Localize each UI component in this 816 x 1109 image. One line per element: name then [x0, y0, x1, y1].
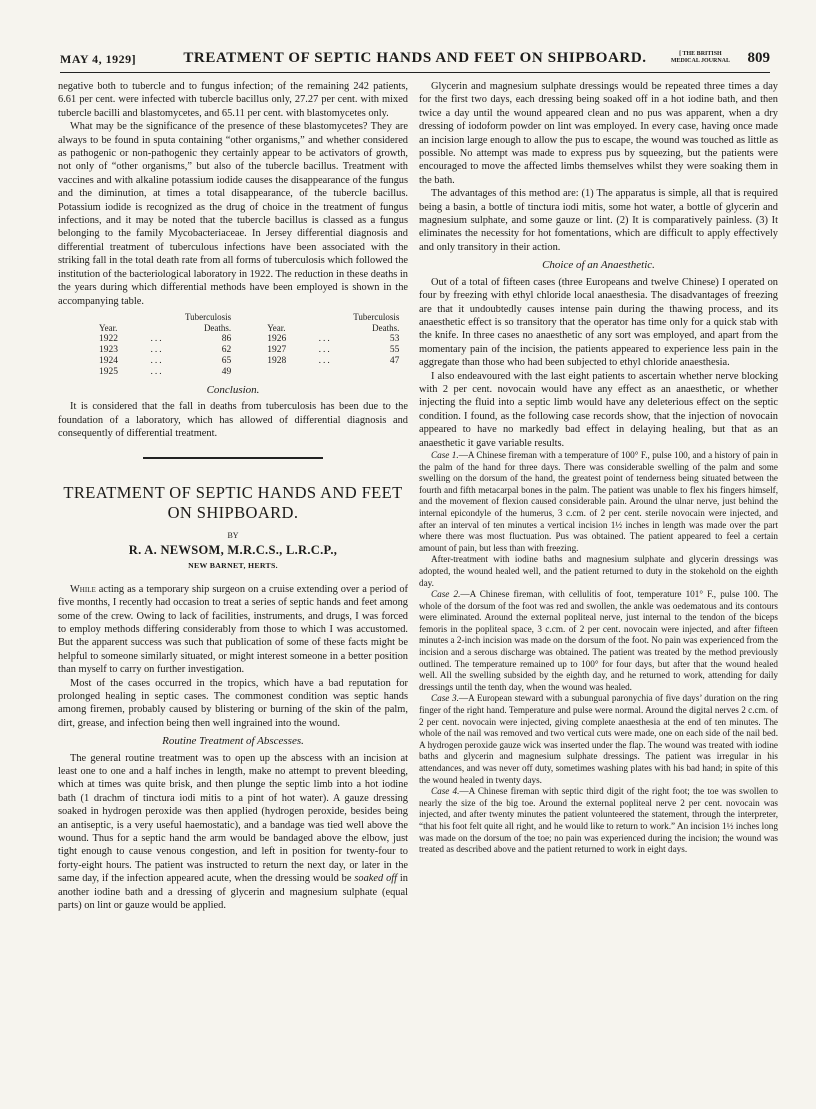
- paragraph: Most of the cases occurred in the tropics, which have a bad reputation for prolonged healing in septic cases. The commonest condition was septic hands among firemen, probably caused by blistering or burning of the skin of the palm, dirt, grease, and infection being then well ingrained into the wound.: [58, 677, 408, 729]
- table-col-year: Year.: [267, 322, 286, 333]
- section-heading-routine: Routine Treatment of Abscesses.: [162, 735, 304, 748]
- table-group-header: Tuberculosis: [185, 311, 232, 322]
- table-row: 1923 ... 62 1927 ... 55: [99, 344, 400, 355]
- right-column: [419, 80, 778, 856]
- table-col-deaths: Deaths.: [203, 322, 232, 333]
- author-name: R. A. NEWSOM, M.R.C.S., L.R.C.P.,: [128, 542, 338, 557]
- journal-name: [671, 51, 730, 65]
- case-record: After-treatment with iodine baths and magnesium sulphate and glycerin dressings was adopted, the wound healed well, and the patient returned to duty in the stokehold on the eighth day.: [419, 554, 778, 588]
- table-row: 1924 ... 65 1928 ... 47: [99, 355, 400, 366]
- table-col-year: Year.: [99, 322, 118, 333]
- paragraph: What may be the significance of the presence of these blastomycetes? They are always to be found in sputa containing “other organisms,” and whether considered as pathogenic or non-pathogenic they certainly appear to be activators of growth, not only of “other organisms,” but also of the tubercle bacillus. Treatment with vaccines and with alkaline potassium iodide causes the disappearance of the fungus and the diminution, at times a total disappearance, of the tubercle bacillus. Potassium iodide is recognized as the drug of choice in the treatment of fungus infections, and it may be noted that the tubercle bacillus is classed as a fungus belonging to the family Mycobacteriaceae. In Jersey differential diagnosis and differential treatment of tuberculous infections have been associated with the striking fall in the total death rate from all forms of tuberculosis which followed the institution of the bacteriological laboratory in 1922. The reduction in these deaths in the years during which differential methods have been employed is shown in the accompanying table.: [58, 121, 408, 307]
- paragraph: The general routine treatment was to open up the abscess with an incision at least one to one and a half inches in length, make no attempt to prevent bleeding, which at times was quite brisk, and then plunge the septic limb into a hot iodine bath (1 drachm of tinctura iodi mitis to a pint of hot water). A gauze dressing soaked in hydrogen peroxide was then applied (hydrogen peroxide, besides being an antiseptic, is a very useful haemostatic), and a bandage was tied well above the wound. Thus for a septic hand the arm would be bandaged above the elbow, just tight enough to cause venous congestion, and left in position for twenty-four to forty-eight hours. The patient was instructed to return the next day, or later in the same day, if the infection appeared acute, when the dressing would be soaked off in another iodine bath and a dressing of glycerin and magnesium sulphate (equal parts) on lint or gauze would be applied.: [58, 752, 409, 912]
- journal-name-line2: MEDICAL JOURNAL: [670, 58, 730, 64]
- paragraph: I also endeavoured with the last eight patients to ascertain whether nerve blocking with 2 per cent. novocain would have any effect as an anaesthetic, or whether injecting the fluid into a septic limb would have any deleterious effect on the septic condition. I found, as the following case records show, that the injection of novocain appeared to have no markedly bad effect in delaying healing, but that as an anaesthetic it gave variable results.: [419, 370, 778, 449]
- byline: BY: [227, 530, 239, 540]
- table-row: 1922 ... 86 1926 ... 53: [99, 333, 400, 344]
- paragraph: negative both to tubercle and to fungus infection; of the remaining 242 patients, 6.61 per cent. were infected with tubercle bacillus only, 27.27 per cent. with mixed tubercle bacilli and blastomycetes, and 65.11 per cent. with blastomycetes only.: [58, 81, 408, 119]
- article-divider: [143, 457, 323, 459]
- section-heading-anaesthetic: Choice of an Anaesthetic.: [542, 259, 655, 272]
- table-row: 1925 ... 49: [99, 366, 232, 377]
- author-location: NEW BARNET, HERTS.: [188, 561, 278, 571]
- paragraph: While acting as a temporary ship surgeon on a cruise extending over a period of five months, I recently had occasion to treat a series of septic hands and feet among some of the crew. Owing to lack of facilities, instruments, and drugs, I was forced to employ methods differing considerably from those to which I was accustomed. But the apparent success was such that publication of some of these facts might be helpful to someone similarly situated, or might interest someone in a better position than myself to carry on further investigation.: [58, 583, 408, 676]
- issue-date: MAY 4, 1929]: [60, 52, 137, 66]
- paragraph: The advantages of this method are: (1) The apparatus is simple, all that is required being a basin, a bottle of tinctura iodi mitis, some hot water, a bottle of glycerin and magnesium sulphate, and some gauze or lint. (2) It is comparatively painless. (3) It eliminates the necessity for hot fomentations, which are difficult to apply effectively and only transitory in their action.: [419, 188, 778, 253]
- paragraph: Glycerin and magnesium sulphate dressings would be repeated three times a day for the first two days, each dressing being soaked off in a hot iodine bath, and then twice a day until the wound appeared clean and no pus was apparent, when a dry dressing of iodoform powder on lint was employed. In every case, having once made an incision large enough to allow the pus to escape, the wound was touched as little as possible. No attempt was made to express pus by squeezing, but the patients were encouraged to move the affected limbs themselves whilst they were soaking them in the bath.: [419, 81, 778, 186]
- lead-word: While: [70, 583, 96, 595]
- case-record: Case 4.—A Chinese fireman with septic third digit of the right foot; the toe was swollen to nearly the size of the big toe. Around the external popliteal nerve 2 per cent. novocain was injected, and after twenty minutes the patient volunteered the statement, through the interpreter, “that his foot felt quite all right, and he would like to return to work.” An incision 1½ inches long was made on the dorsum of the toe; no pain was experienced during the incision; the wound was treated as described above and the patient returned to work in eight days.: [419, 786, 778, 855]
- paragraph: Out of a total of fifteen cases (three Europeans and twelve Chinese) I operated on four by freezing with ethyl chloride local anaesthesia. The disadvantages of freezing are that it undoubtedly causes intense pain during the thawing process, and its anaesthetic effect is so transitory that the operator has time only for a quick stab with the knife. In three cases no anaesthetic of any sort was employed, and apart from the momentary pain of the incision, the patients appeared to experience less pain in the aggregate than those who had been subjected to ethyl chloride anaesthesia.: [419, 276, 778, 369]
- page-number: 809: [747, 50, 770, 66]
- case-record: Case 2.—A Chinese fireman, with cellulitis of foot, temperature 101° F., pulse 100. The whole of the dorsum of the foot was red and swollen, the ankle was oedematous and its contours were eliminated. Around the external popliteal nerve, just internal to the tendon of the biceps femoris in the popliteal space, 3 c.cm. of 2 per cent. novocain were injected, and after fifteen minutes a 2-inch incision was made on the dorsum of the foot. No pain was experienced from the incision and a serous discharge was obtained. The patient was treated by the method previously outlined. The temperature remained up to 100° for four days, but after that the wound healed well. All the swelling subsided by the eighth day, and he returned to work, attending for daily dressings until the tenth day, when the wound was healed.: [419, 589, 778, 692]
- paragraph: It is considered that the fall in deaths from tuberculosis has been due to the foundation of a laboratory, which has allowed of differential diagnosis and consequently of differential treatment.: [58, 401, 408, 440]
- case-record: Case 1.—A Chinese fireman with a temperature of 100° F., pulse 100, and a history of pain in the palm of the hand for three days. There was considerable swelling of the palm and some swelling on the dorsum of the hand, the greatest point of tenderness being situated between the fourth and fifth metacarpal bones in the palm. The patient was unable to flex his fingers himself, and the movement of flexion caused considerable pain. Around the ulnar nerve, just behind the internal epicondyle of the humerus, 3 c.cm. of 2 per cent. sterile novocain were injected, and after an interval of ten minutes a vertical incision 1½ inches in length was made over the part where there was most fluctuation. Pus was obtained. The patient appeared to feel a certain amount of pain, but less than with freezing.: [419, 449, 779, 553]
- running-title: TREATMENT OF SEPTIC HANDS AND FEET ON SHIPBOARD.: [183, 50, 647, 66]
- tuberculosis-deaths-table: [96, 312, 402, 378]
- running-head: [60, 50, 770, 73]
- section-heading-conclusion: Conclusion.: [206, 383, 260, 396]
- case-record: Case 3.—A European steward with a subungual paronychia of five days’ duration on the ring finger of the right hand. Temperature and pulse were normal. Around the digital nerves 2 c.cm. of 2 per cent. novocain were injected, giving complete anaesthesia at the end of ten minutes. The whole of the nail was removed and two vertical cuts were made, one on each side of the nail bed. A hydrogen peroxide gauze wick was inserted under the flap. The wound was treated with iodine baths and glycerin and magnesium sulphate dressings. The patient was irregular in his attendances, and was never off duty, sometimes washing plates with his bad hand; in spite of this the wound healed in twenty days.: [419, 693, 778, 785]
- left-column: [58, 80, 408, 913]
- table-group-header: Tuberculosis: [353, 311, 400, 322]
- table-col-deaths: Deaths.: [372, 322, 400, 333]
- journal-name-line1: [ THE BRITISH: [679, 51, 722, 57]
- article-title: TREATMENT OF SEPTIC HANDS AND FEET ON SHIPBOARD.: [63, 482, 403, 522]
